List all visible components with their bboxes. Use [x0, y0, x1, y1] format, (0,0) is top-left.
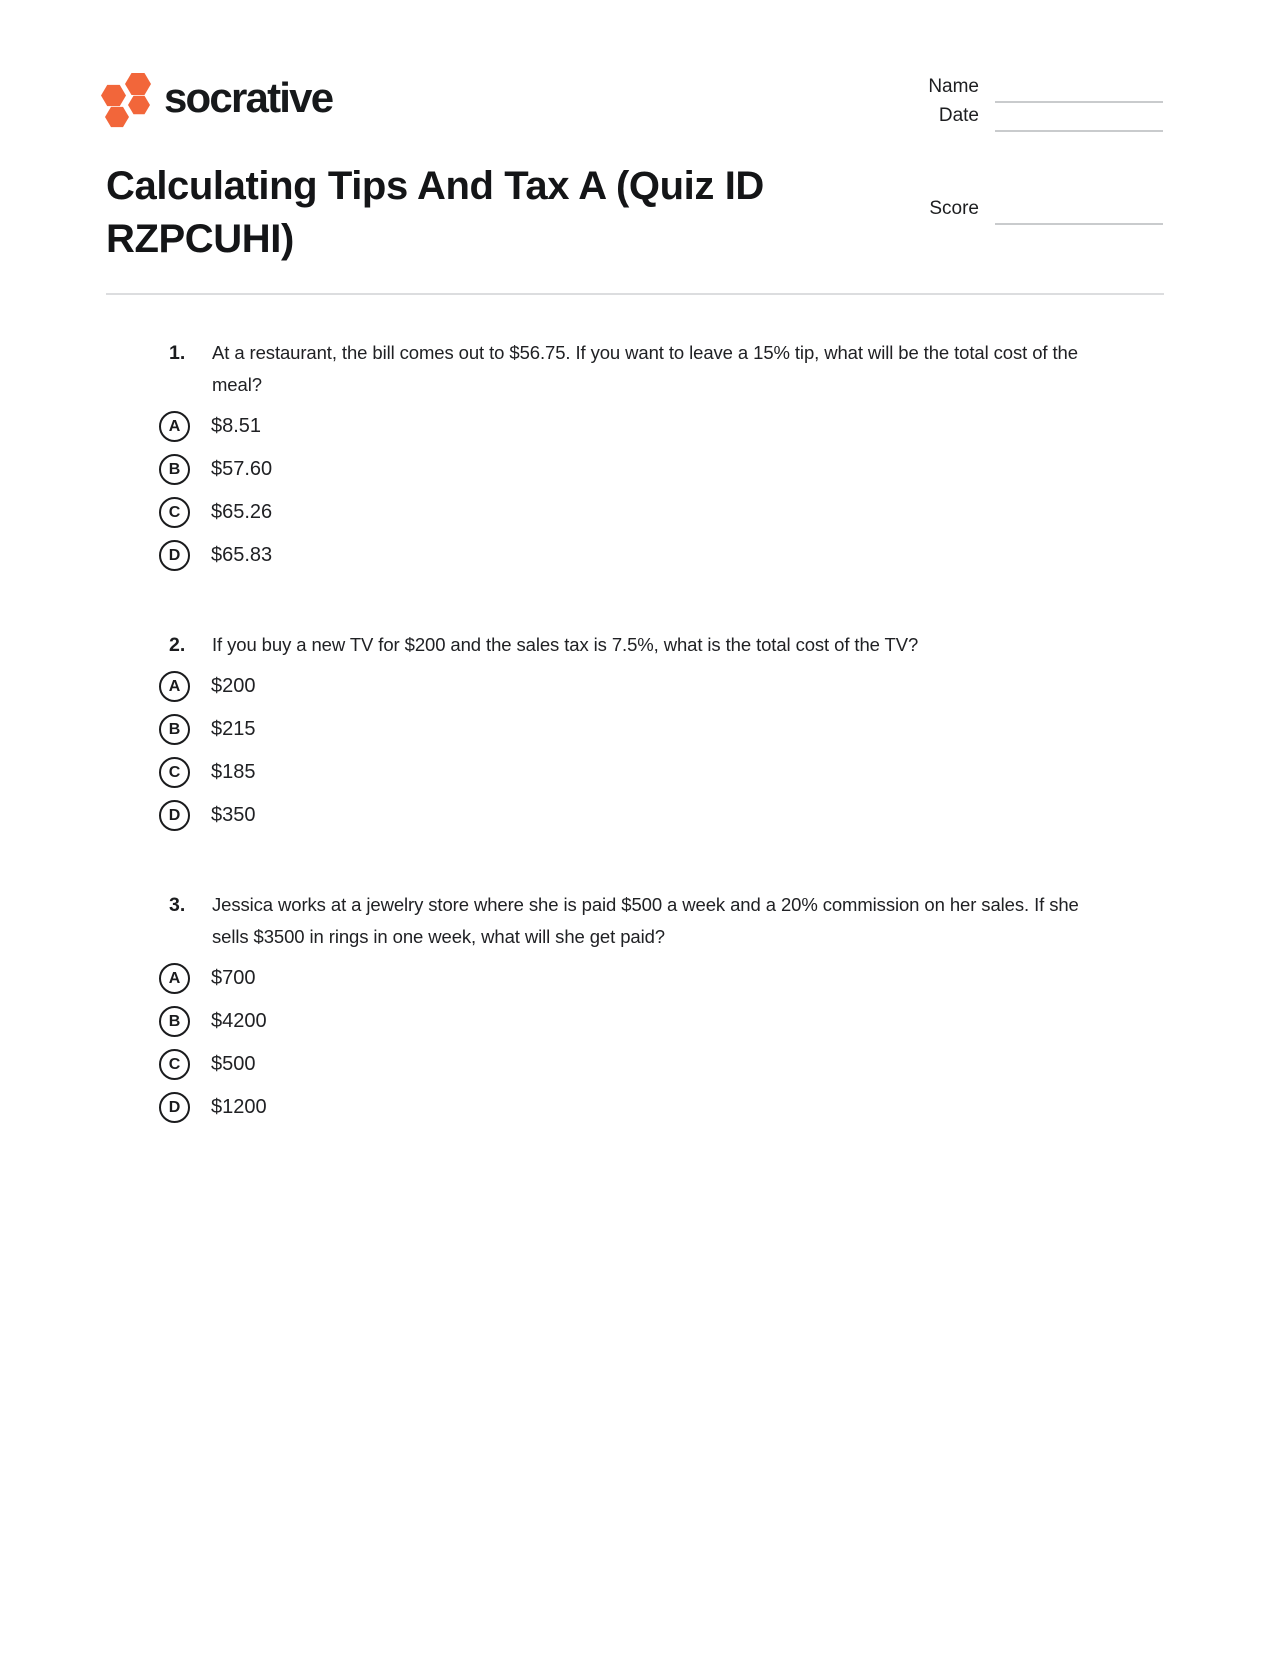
option-letter: A [168, 969, 181, 987]
question-1-options [159, 411, 1091, 571]
answer-option-d [159, 800, 1091, 831]
question-3-header [159, 889, 1091, 953]
option-bubble [159, 1049, 190, 1080]
option-letter: D [168, 546, 181, 564]
option-text: $700 [211, 967, 256, 989]
question-number: 3. [169, 894, 186, 916]
hexagon-icon [101, 84, 126, 107]
option-letter: C [168, 763, 181, 781]
score-field [923, 196, 1163, 225]
answer-option-b [159, 454, 1091, 485]
answer-option-c [159, 497, 1091, 528]
option-text: $4200 [211, 1010, 267, 1032]
question-2-options [159, 671, 1091, 831]
option-letter: A [168, 677, 181, 695]
question-number: 2. [169, 634, 186, 656]
answer-option-c [159, 1049, 1091, 1080]
hexagon-icon [105, 106, 129, 128]
answer-option-d [159, 1092, 1091, 1123]
option-bubble [159, 800, 190, 831]
option-letter: C [168, 1055, 181, 1073]
hexagon-logo-icon [100, 71, 152, 129]
question-3-options [159, 963, 1091, 1123]
header-divider [106, 293, 1164, 295]
answer-option-b [159, 1006, 1091, 1037]
hexagon-icon [128, 95, 150, 115]
brand-wordmark: socrative [164, 74, 333, 121]
answer-option-a [159, 411, 1091, 442]
date-write-line [995, 108, 1163, 132]
question-text: At a restaurant, the bill comes out to $56.75. If you want to leave a 15% tip, what will be the total cost of the meal? [212, 342, 1078, 395]
option-letter: D [168, 806, 181, 824]
option-text: $500 [211, 1053, 256, 1075]
option-letter: B [168, 460, 181, 478]
socrative-logo [100, 70, 332, 130]
question-text: Jessica works at a jewelry store where she is paid $500 a week and a 20% commission on her sales. If she sells $3500 in rings in one week, what will she get paid? [212, 894, 1079, 947]
answer-option-c [159, 757, 1091, 788]
option-bubble [159, 454, 190, 485]
option-text: $185 [211, 761, 256, 783]
option-text: $215 [211, 718, 256, 740]
option-bubble [159, 497, 190, 528]
option-bubble [159, 757, 190, 788]
score-write-line [995, 201, 1163, 225]
option-text: $65.26 [211, 501, 273, 523]
score-field-row [923, 196, 1163, 225]
question-2 [159, 629, 1091, 843]
answer-option-d [159, 540, 1091, 571]
score-label: Score [929, 198, 979, 219]
option-letter: B [168, 720, 181, 738]
date-label: Date [938, 105, 979, 126]
question-number: 1. [169, 342, 186, 364]
option-bubble [159, 1006, 190, 1037]
option-letter: A [168, 417, 181, 435]
question-1 [159, 337, 1091, 583]
option-letter: B [168, 1012, 181, 1030]
question-text: If you buy a new TV for $200 and the sales tax is 7.5%, what is the total cost of the TV? [212, 634, 919, 655]
option-letter: D [168, 1098, 181, 1116]
option-bubble [159, 671, 190, 702]
answer-option-b [159, 714, 1091, 745]
answer-option-a [159, 671, 1091, 702]
hexagon-icon [125, 72, 151, 96]
question-1-header [159, 337, 1091, 401]
date-field-row [923, 103, 1163, 132]
option-text: $350 [211, 804, 256, 826]
header-fields [923, 74, 1163, 132]
option-text: $65.83 [211, 544, 273, 566]
option-text: $57.60 [211, 458, 273, 480]
name-field-row [923, 74, 1163, 103]
option-letter: C [168, 503, 181, 521]
option-text: $200 [211, 675, 256, 697]
question-list [159, 337, 1091, 1181]
question-3 [159, 889, 1091, 1135]
option-bubble [159, 411, 190, 442]
option-bubble [159, 1092, 190, 1123]
option-text: $8.51 [211, 415, 262, 437]
option-bubble [159, 714, 190, 745]
option-text: $1200 [211, 1096, 267, 1118]
quiz-title: Calculating Tips And Tax A (Quiz ID RZPCUHI) [106, 164, 764, 261]
name-label: Name [928, 76, 979, 97]
name-write-line [995, 79, 1163, 103]
option-bubble [159, 963, 190, 994]
answer-option-a [159, 963, 1091, 994]
option-bubble [159, 540, 190, 571]
question-2-header [159, 629, 1091, 661]
